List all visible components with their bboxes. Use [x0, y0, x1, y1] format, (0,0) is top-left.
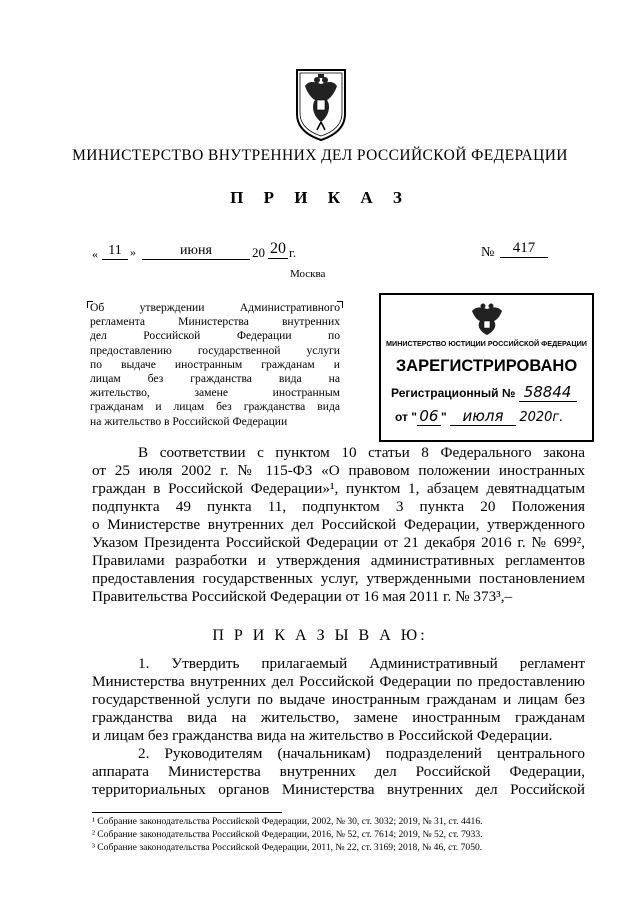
stamp-registered: ЗАРЕГИСТРИРОВАНО: [395, 357, 578, 375]
date-year-unit: г.: [289, 245, 297, 260]
registration-stamp: [379, 293, 594, 442]
subject-bracket-left: [87, 301, 93, 308]
footnote: ³ Собрание законодательства Российской Федерации, 2011, № 22, ст. 3169; 2018, № 46, ст. 7050.: [92, 842, 483, 853]
subject-line: регламента Министерства внутренних: [90, 315, 340, 329]
stamp-reg-number-line: [391, 383, 577, 402]
subject-line: дел Российской Федерации по: [90, 329, 340, 343]
subject-line: предоставлению государственной услуги: [90, 343, 340, 357]
stamp-date-line: [395, 407, 563, 426]
item1-line: Министерства внутренних дел Российской Федерации по предоставлению: [92, 673, 585, 690]
date-year-prefix: 20: [252, 245, 265, 260]
preamble-line: предоставления государственных услуг, утвержденными постановлением: [92, 570, 585, 587]
item1-line: и лицам без гражданства вида на жительство в Российской Федерации.: [92, 727, 553, 744]
order-subject: [90, 301, 340, 429]
footnotes: [92, 815, 592, 854]
subject-line: Об утверждении Административного: [90, 301, 340, 314]
preamble-line: граждан в Российской Федерации»¹, пунктом 1, абзацем девятнадцатым: [92, 480, 585, 497]
subject-line: жительство, замене иностранным: [90, 386, 340, 400]
subject-line: на жительство в Российской Федерации: [90, 414, 288, 428]
preamble: [92, 444, 585, 606]
item1-line: гражданства вида на жительство, замене иностранным гражданам: [92, 709, 585, 726]
footnote-divider: [92, 812, 282, 813]
stamp-reg-number: 58844: [519, 383, 577, 402]
orders-heading: П Р И К А З Ы В А Ю:: [212, 627, 428, 644]
subject-line: лицам без гражданства вида на: [90, 372, 340, 386]
document-type-title: П Р И К А З: [230, 188, 410, 207]
preamble-line: от 25 июля 2002 г. № 115-ФЗ «О правовом положении иностранных: [92, 462, 585, 479]
date-open-quote: «: [92, 247, 98, 261]
stamp-reg-number-label: Регистрационный №: [391, 386, 516, 400]
preamble-line: подпункта 49 пункта 11, подпунктом 3 пункта 20 Положения: [92, 498, 585, 515]
order-item-1: [92, 655, 585, 745]
city-label: Москва: [290, 268, 326, 280]
preamble-line: Правилами разработки и утверждения административных регламентов: [92, 552, 585, 569]
item1-line: государственной услуги по выдаче иностранным гражданам и лицам без: [92, 691, 585, 708]
date-close-quote: »: [130, 245, 136, 259]
item1-line: 1. Утвердить прилагаемый Административный регламент: [138, 655, 585, 672]
footnote: ² Собрание законодательства Российской Федерации, 2016, № 52, ст. 7614; 2019, № 52, ст. 7933.: [92, 829, 483, 840]
preamble-line: о Министерстве внутренних дел Российской Федерации, утвержденного: [92, 516, 585, 533]
order-number: 417: [500, 240, 548, 258]
preamble-line: Указом Президента Российской Федерации от 21 декабря 2016 г. № 699²,: [92, 534, 585, 551]
item2-line: аппарата Министерства внутренних дел Российской Федерации,: [92, 763, 585, 780]
stamp-emblem-icon: [467, 301, 507, 337]
order-date-number-line: [92, 240, 612, 267]
preamble-line: В соответствии с пунктом 10 статьи 8 Федерального закона: [138, 444, 585, 461]
date-month: июня: [142, 243, 250, 260]
stamp-date-mid: ": [440, 410, 447, 424]
preamble-line: Правительства Российской Федерации от 16 мая 2011 г. № 373³,–: [92, 588, 513, 605]
subject-bracket-right: [337, 301, 343, 308]
item2-line: территориальных органов Министерства внутренних дел Российской: [92, 781, 585, 798]
stamp-date-month: июля: [450, 407, 516, 426]
stamp-date-day: 06: [417, 407, 441, 426]
state-emblem-icon: [295, 62, 347, 142]
stamp-date-year: 2020г.: [519, 410, 564, 425]
item2-line: 2. Руководителям (начальникам) подразделений центрального: [138, 745, 585, 762]
date-year-suffix: 20: [270, 240, 286, 257]
ministry-title: МИНИСТЕРСТВО ВНУТРЕННИХ ДЕЛ РОССИЙСКОЙ ФЕДЕРАЦИИ: [72, 147, 568, 164]
subject-line: по выдаче иностранным гражданам и: [90, 357, 340, 371]
number-label: №: [481, 245, 495, 260]
subject-line: гражданам и лицам без гражданства вида: [90, 400, 340, 414]
order-item-2: [92, 745, 585, 799]
stamp-ministry: МИНИСТЕРСТВО ЮСТИЦИИ РОССИЙСКОЙ ФЕДЕРАЦИИ: [386, 339, 587, 348]
date-day: 11: [102, 243, 128, 260]
stamp-date-prefix: от ": [395, 410, 417, 424]
footnote: ¹ Собрание законодательства Российской Федерации, 2002, № 30, ст. 3032; 2019, № 31, ст. 4416.: [92, 816, 483, 827]
